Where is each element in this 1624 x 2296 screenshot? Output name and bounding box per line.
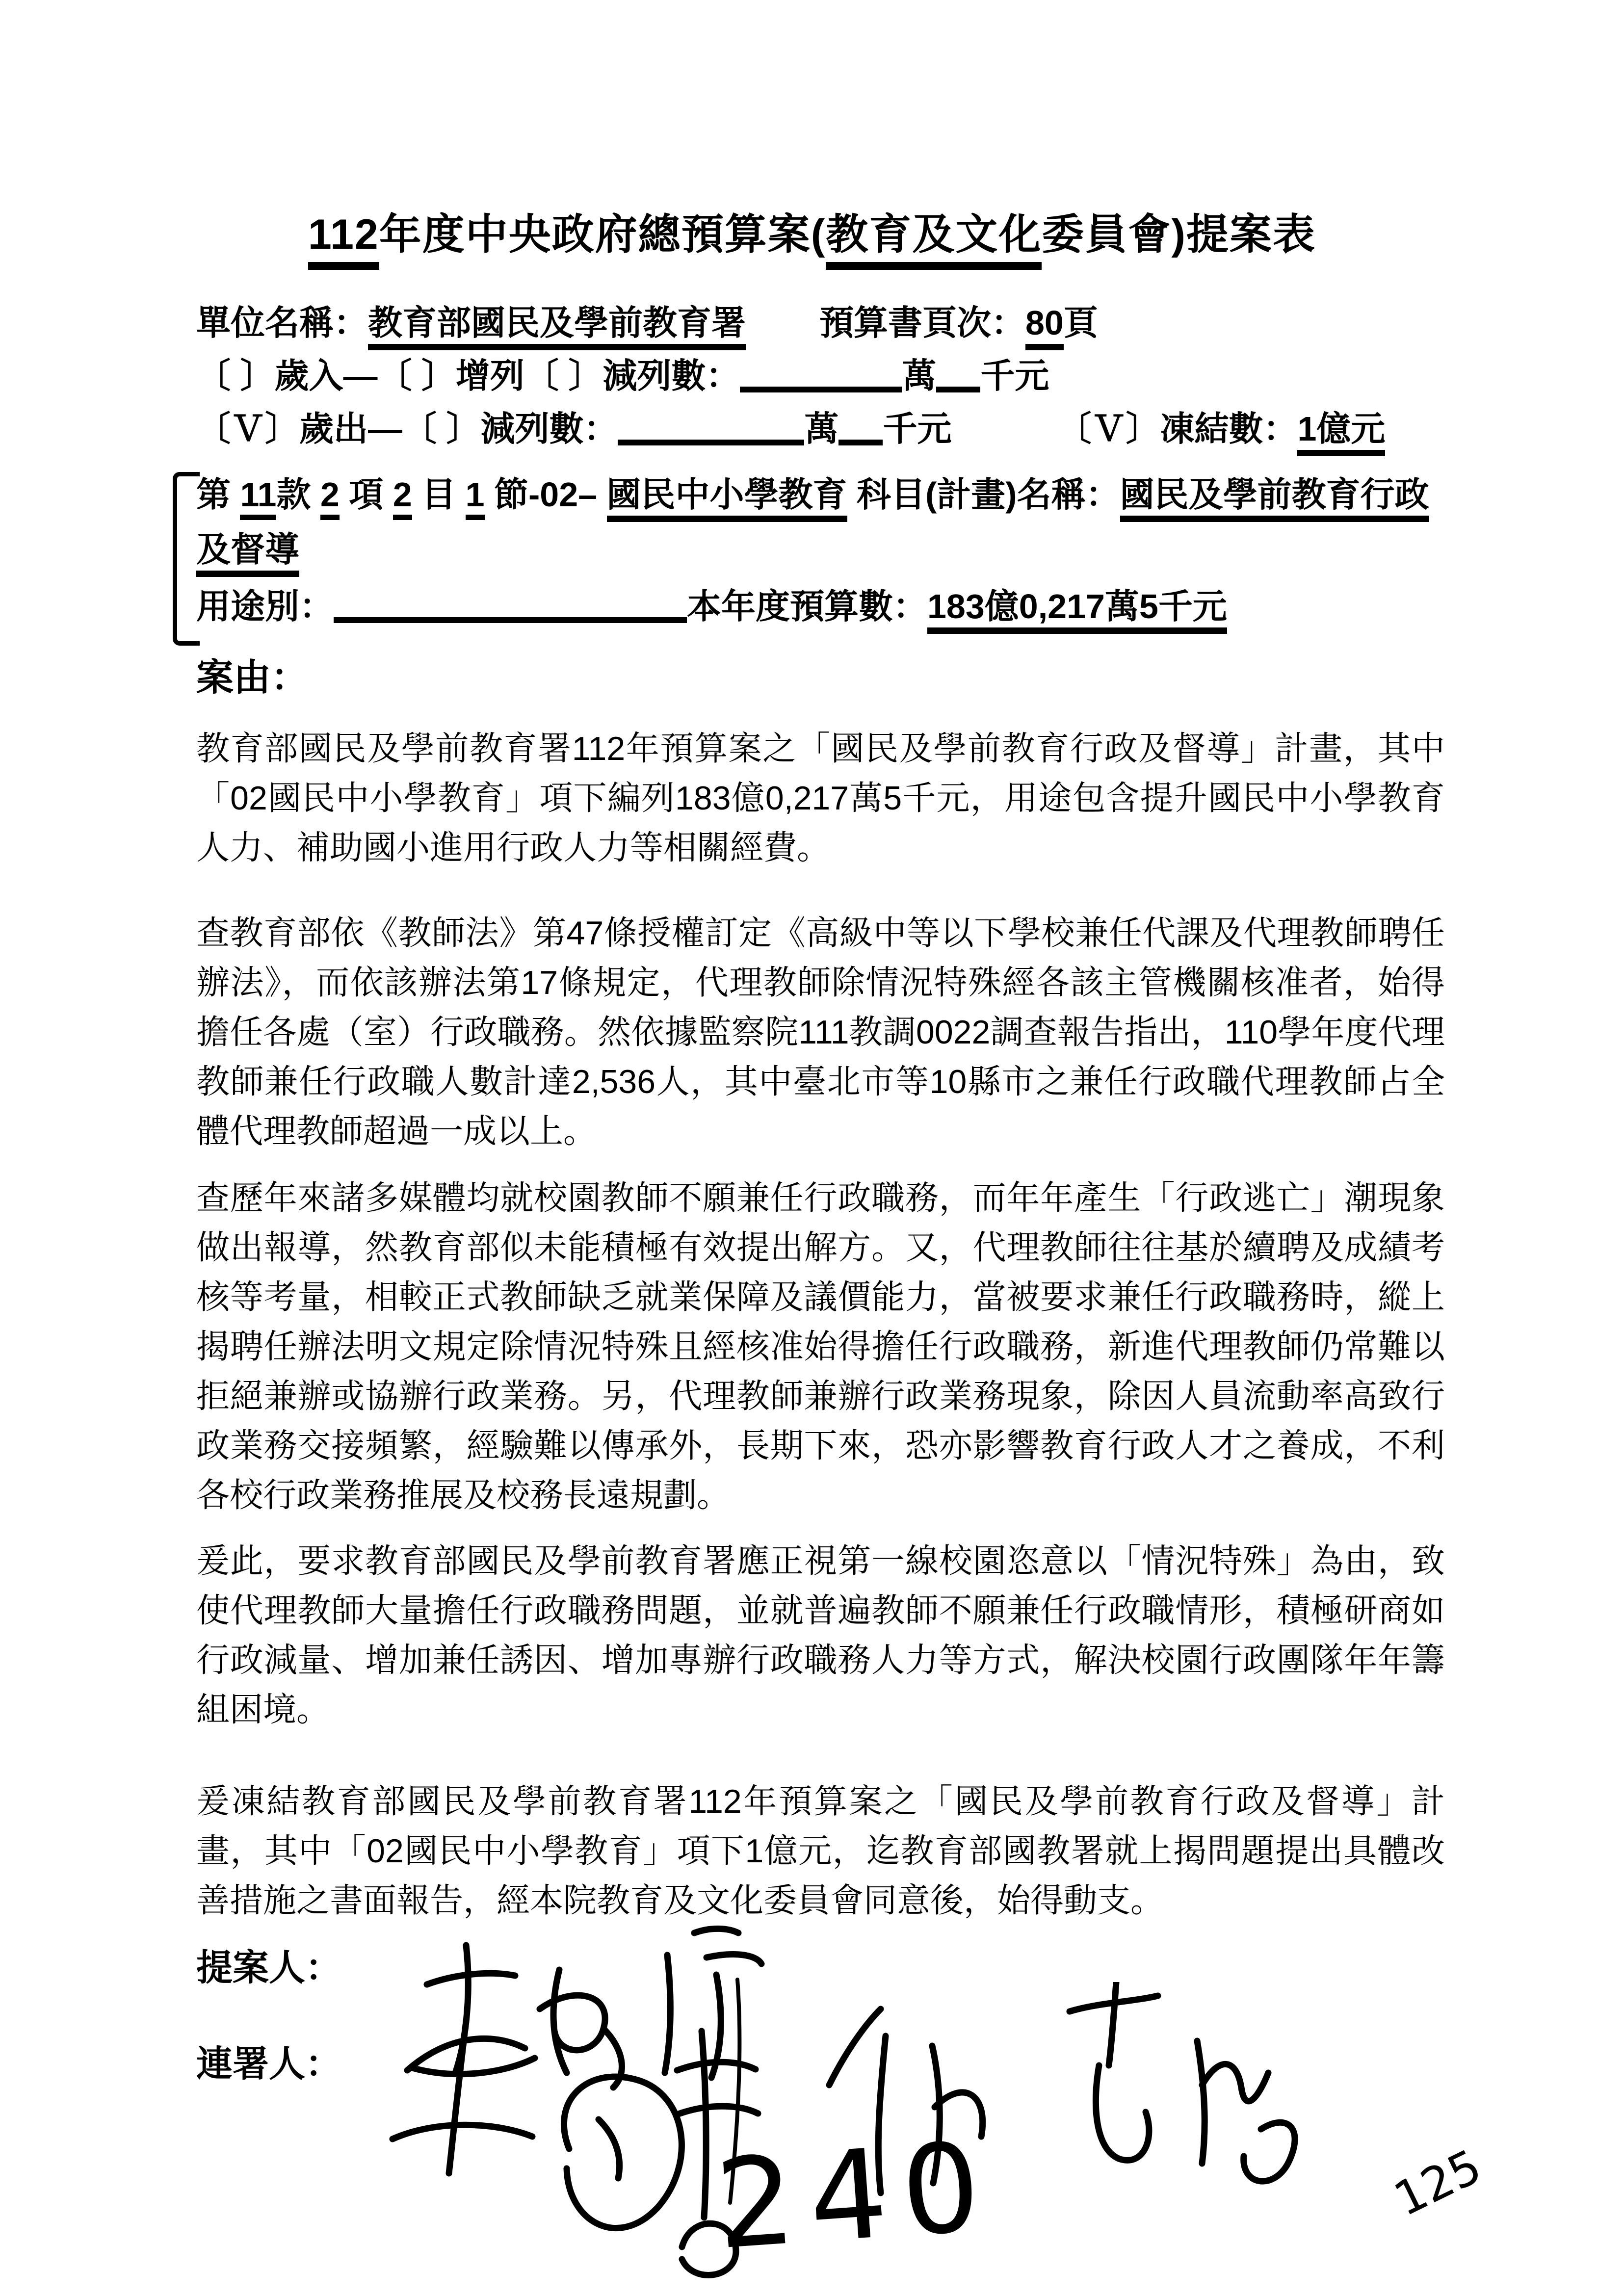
freeze-label: 〔Ｖ〕凍結數： [1057,410,1298,448]
corner-number-125: 125 [1386,2139,1490,2227]
paragraph-2: 查教育部依《教師法》第47條授權訂定《高級中等以下學校兼任代課及代理教師聘任辦法》，而依該辦法第17條規定，代理教師除情況特殊經各該主管機關核准者，始得擔任各處（室）行政職務。然依據監察院111教調0022調查報告指出，110學年度代理教師兼任行政職人數計達2,536人，其中臺北市等10縣市之兼任行政職代理教師占全體代理教師超過一成以上。 [196,914,1445,1150]
unit-label: 單位名稱： [196,304,368,342]
expenditure-thousand-blank [838,411,883,445]
revenue-checkbox-text: 〔 〕歲入—〔 〕增列〔 〕減列數： [196,357,740,395]
expenditure-checkbox-text: 〔Ｖ〕歲出—〔 〕減列數： [196,410,618,448]
freeze-value: 1億元 [1297,410,1385,456]
usage-label: 用途別： [196,587,334,626]
jie-number: 1 [466,475,485,520]
plan-name-value: 國民及學前教育行政及督導 [196,475,1429,577]
subject-name: 國民中小學教育 [607,475,847,522]
kuan-number: 11 [240,475,276,520]
plan-name-label: 科目(計畫)名稱： [847,475,1120,514]
xiang-number: 2 [320,475,340,520]
paragraph-5: 爰凍結教育部國民及學前教育署112年預算案之「國民及學前教育行政及督導」計畫，其中「02國民中小學教育」項下1億元，迄教育部國教署就上揭問題提出具體改善措施之書面報告，經本院教育及文化委員會同意後，始得動支。 [196,1783,1445,1919]
page-number-value: 80 [1025,304,1064,350]
revenue-line: 〔 〕歲入—〔 〕增列〔 〕減列數： 萬 千元 [196,357,1049,395]
budget-item-line: 第 11款 2 項 2 目 1 節-02– 國民中小學教育 科目(計畫)名稱：國民及學前教育行政及督導 [196,467,1452,577]
paragraph-3: 查歷年來諸多媒體均就校園教師不願兼任行政職務，而年年產生「行政逃亡」潮現象做出報導，然教育部似未能積極有效提出解方。又，代理教師往往基於續聘及成績考核等考量，相較正式教師缺乏就業保障及議價能力，當被要求兼任行政職務時，縱上揭聘任辦法明文規定除情況特殊且經核准始得擔任行政職務，新進代理教師仍常難以拒絕兼辦或協辦行政業務。另，代理教師兼辦行政業務現象，除因人員流動率高致行政業務交接頻繁，經驗難以傳承外，長期下來，恐亦影響教育行政人才之養成，不利各校行政業務推展及校務長遠規劃。 [196,1179,1445,1514]
revenue-thousand-blank [936,358,980,392]
cosigner-signature-1 [363,2002,770,2291]
unit-line: 單位名稱：教育部國民及學前教育署 預算書頁次：80頁 [196,295,1098,345]
revenue-amount-blank [740,358,902,392]
mu-number: 2 [393,475,412,520]
usage-budget-line [196,579,1227,628]
page-title: 112年度中央政府總預算案(教育及文化委員會)提案表 [0,200,1624,261]
expenditure-amount-blank [618,411,804,445]
cosigner-signature-1-strokes [363,2002,770,2291]
cosigner-label: 連署人： [196,2043,341,2084]
budget-label: 本年度預算數： [687,587,927,626]
page-number-label: 預算書頁次： [819,304,1025,342]
title-year: 112 [308,211,379,270]
case-reason-label: 案由： [196,657,308,699]
title-committee: 教育及文化 [826,211,1042,270]
item-block-bracket [173,472,200,646]
paragraph-4: 爰此，要求教育部國民及學前教育署應正視第一線校園恣意以「情況特殊」為由，致使代理教師大量擔任行政職務問題，並就普遍教師不願兼任行政職情形，積極研商如行政減量、增加兼任誘因、增加專辦行政職務人力等方式，解決校園行政團隊年年籌組困境。 [196,1542,1445,1728]
paragraph-1: 教育部國民及學前教育署112年預算案之「國民及學前教育行政及督導」計畫，其中「02國民中小學教育」項下編列183億0,217萬5千元，用途包含提升國民中小學教育人力、補助國小進用行政人力等相關經費。 [196,730,1445,866]
unit-value: 教育部國民及學前教育署 [368,304,746,350]
usage-blank [334,589,687,623]
expenditure-line: 〔Ｖ〕歲出—〔 〕減列數： 萬 千元 〔Ｖ〕凍結數：1億元 [196,401,1385,451]
budget-value: 183億0,217萬5千元 [927,587,1227,634]
handwritten-number-240: 240 [711,2114,999,2277]
proposer-label: 提案人： [196,1947,341,1988]
